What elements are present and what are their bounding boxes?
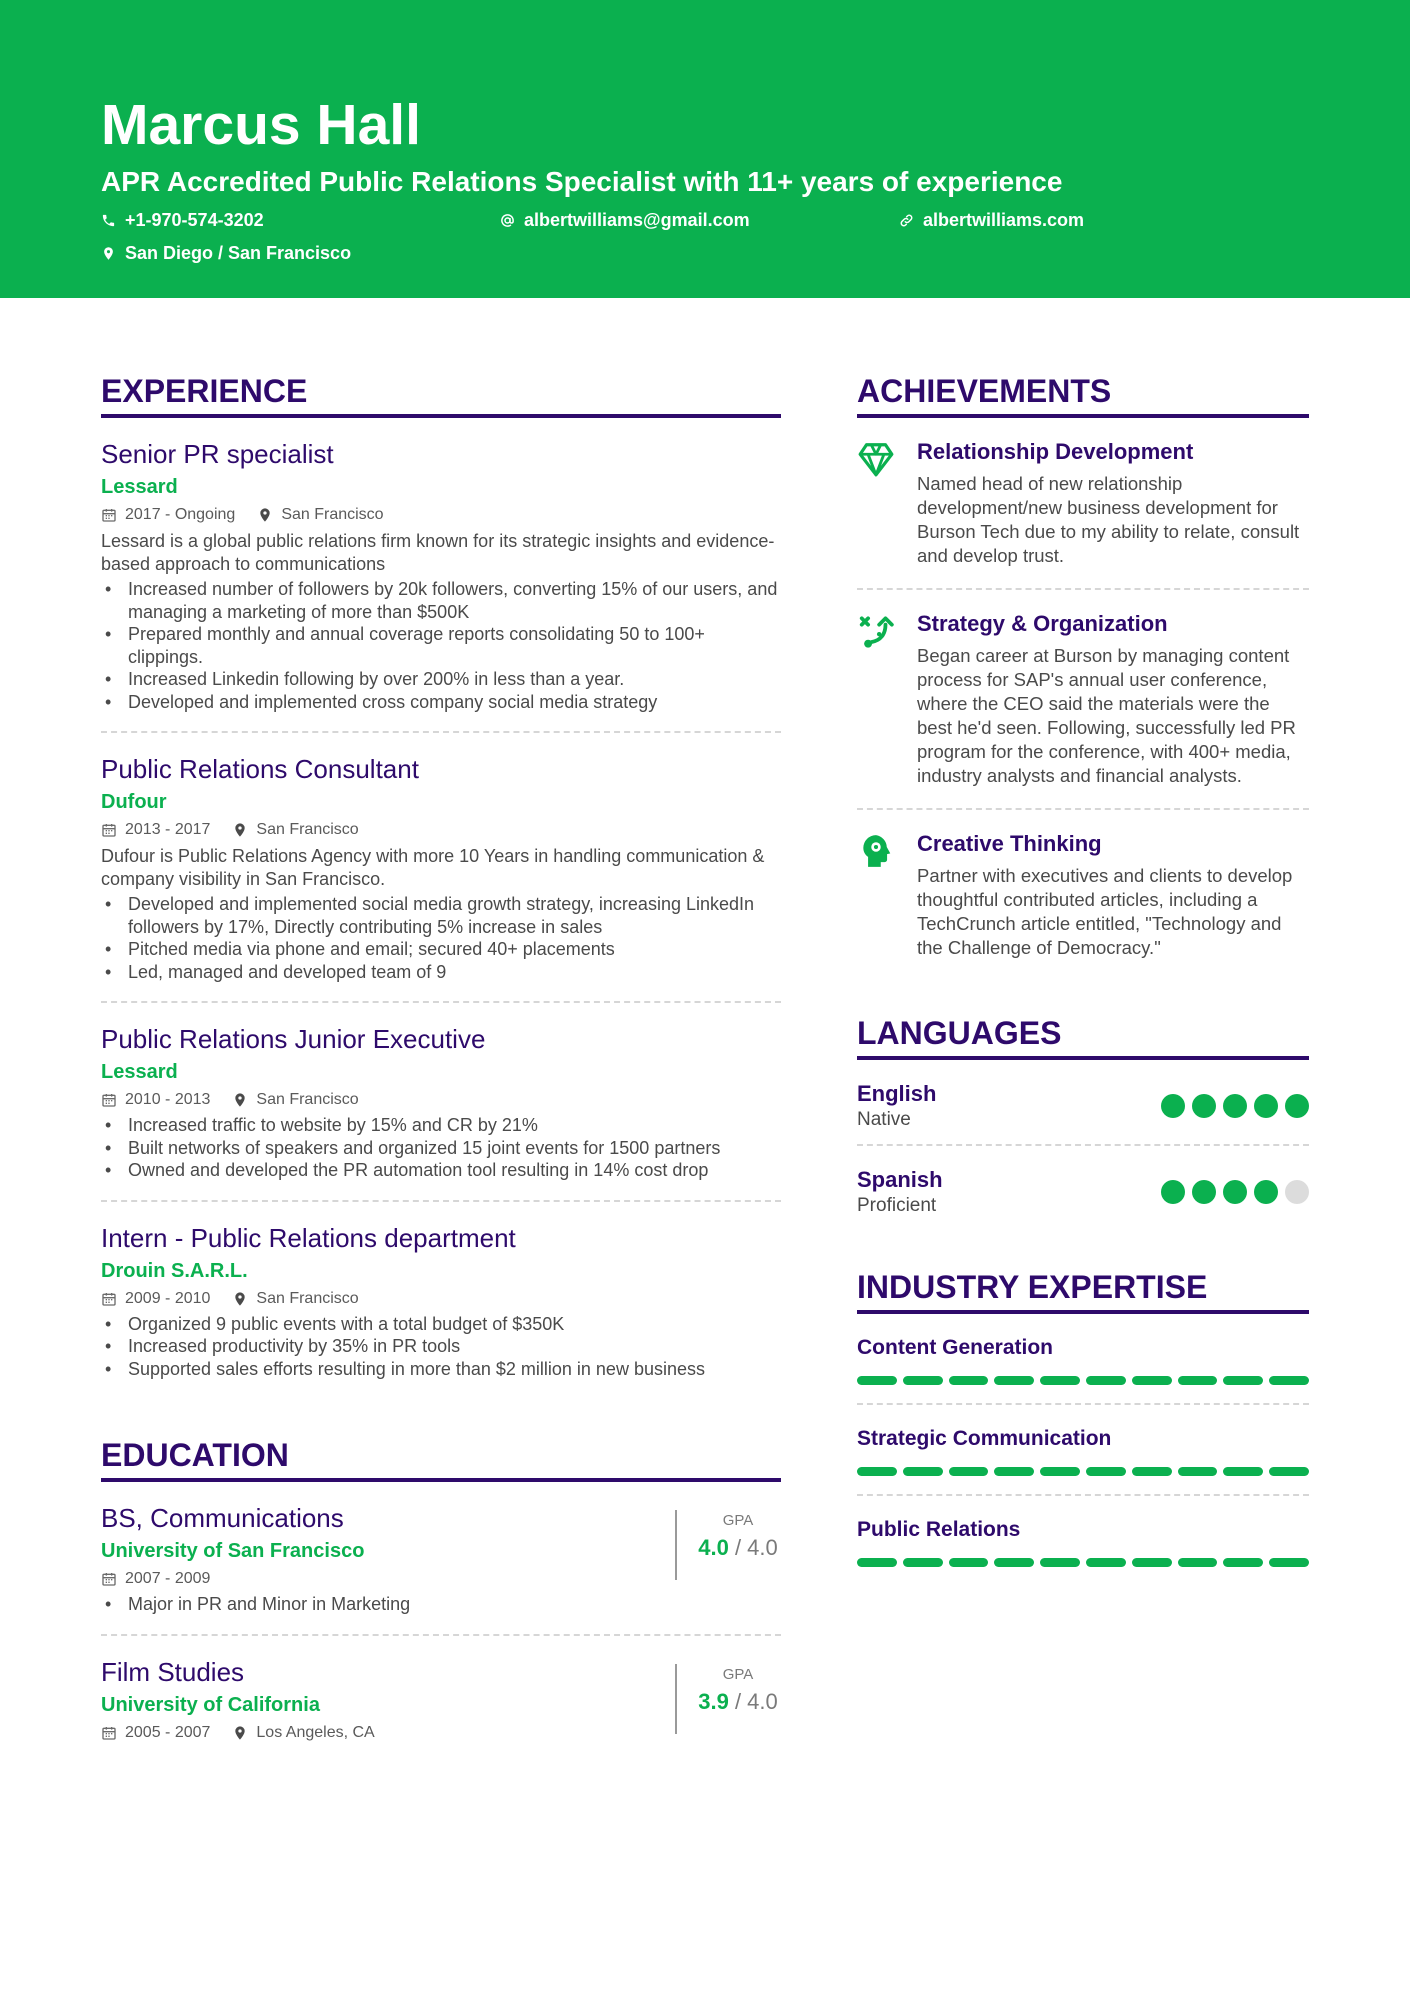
education-details [101,1656,675,1744]
language-level: Native [857,1109,911,1130]
map-pin-icon [257,507,273,523]
school-name: University of San Francisco [101,1540,365,1562]
bullet-item: • Organized 9 public events with a total budget of $350K [101,1313,781,1336]
level-segment [949,1376,989,1385]
level-segment [903,1467,943,1476]
language-item [857,1146,1309,1230]
calendar-icon [101,507,117,523]
website-contact[interactable] [899,210,1084,231]
level-segment [1040,1558,1080,1567]
calendar-icon [101,1725,117,1741]
level-segment [1223,1467,1263,1476]
map-pin-icon [232,822,248,838]
achievement-bullets [101,578,781,713]
rating-dot-filled [1223,1180,1247,1204]
gpa-box [675,1510,781,1580]
location-text: San Francisco [281,506,384,523]
level-segment [1086,1376,1126,1385]
level-segment [1178,1467,1218,1476]
strategy-icon [857,612,895,650]
level-segment [857,1467,897,1476]
achievement-body [917,830,1309,960]
location [232,1089,358,1111]
degree-title: BS, Communications [101,1503,344,1533]
proficiency-rating [1161,1094,1309,1118]
gpa-label: GPA [722,1512,754,1529]
rating-dot-empty [1285,1180,1309,1204]
achievement-icon-wrap [857,830,917,960]
language-name: English [857,1081,937,1106]
level-segment [857,1558,897,1567]
date-text: 2017 - Ongoing [125,506,236,523]
date-text: 2010 - 2013 [125,1091,211,1108]
level-segment [857,1376,897,1385]
expertise-item [857,1314,1309,1405]
calendar-icon [101,822,117,838]
rating-dot-filled [1223,1094,1247,1118]
meta-row [101,819,781,841]
date-text: 2013 - 2017 [125,821,211,838]
education-bullets [101,1593,675,1616]
level-segment [949,1467,989,1476]
map-pin-icon [232,1291,248,1307]
location-text: San Francisco [256,1091,359,1108]
experience-entry [101,1003,781,1202]
achievement-title: Creative Thinking [917,831,1102,856]
rating-dot-filled [1161,1180,1185,1204]
education-entry [101,1482,781,1636]
date-text: 2007 - 2009 [125,1570,211,1587]
level-segment [903,1558,943,1567]
company-description: Lessard is a global public relations firm known for its strategic insights and evidence-based approach to communications [101,531,775,574]
achievement-title: Strategy & Organization [917,611,1168,636]
gpa-label: GPA [722,1665,754,1683]
education-heading: EDUCATION [101,1436,781,1482]
expertise-level-bar [857,1558,1309,1567]
phone-contact[interactable] [101,210,264,231]
education-entry [101,1636,781,1762]
rating-dot-filled [1192,1180,1216,1204]
bullet-item: • Led, managed and developed team of 9 [101,961,781,984]
location [257,504,383,526]
at-icon [500,213,515,228]
expertise-item [857,1496,1309,1585]
bullet-item: • Increased traffic to website by 15% and CR by 21% [101,1114,781,1137]
location [232,819,358,841]
phone-icon [101,213,116,228]
calendar-icon [101,1571,117,1587]
gpa-score: 4.0 [698,1535,729,1560]
achievement-description: Partner with executives and clients to develop thoughtful contributed articles, including a TechCrunch article entitled, "Technology and the Challenge of Democracy." [917,865,1293,958]
achievement-description: Began career at Burson by managing content process for SAP's annual user conference, where the CEO said the materials were the best he'd seen. Following, successfully led PR program for the conference, with 400+ media, industry analysts and financial analysts. [917,645,1296,786]
achievement-body [917,610,1309,788]
job-title: Public Relations Junior Executive [101,1024,486,1054]
level-segment [994,1376,1034,1385]
school-name: University of California [101,1693,320,1716]
email-contact[interactable] [500,210,750,231]
date-range [101,1288,210,1310]
achievement-description: Named head of new relationship development/new business development for Burson Tech due to my ability to relate, consult and develop trust. [917,473,1300,566]
company-name: Lessard [101,476,178,498]
bullet-item: • Major in PR and Minor in Marketing [101,1593,675,1616]
location-text: San Francisco [256,821,359,838]
expertise-item [857,1405,1309,1496]
map-pin-icon [232,1092,248,1108]
level-segment [903,1376,943,1385]
language-item [857,1060,1309,1146]
education-list [101,1482,781,1762]
level-segment [949,1558,989,1567]
level-segment [1132,1467,1172,1476]
achievements-heading: ACHIEVEMENTS [857,372,1309,418]
job-title: Intern - Public Relations department [101,1222,516,1253]
job-title: Senior PR specialist [101,439,334,469]
expertise-name: Public Relations [857,1518,1021,1541]
expertise-name: Strategic Communication [857,1427,1112,1450]
left-column [101,372,781,1762]
head-gear-icon [857,832,895,870]
level-segment [1086,1558,1126,1567]
achievement-bullets [101,1114,781,1182]
proficiency-rating [1161,1180,1309,1204]
level-segment [1132,1558,1172,1567]
location-text: Los Angeles, CA [256,1723,375,1741]
calendar-icon [101,1092,117,1108]
calendar-icon [101,1291,117,1307]
bullet-item: • Built networks of speakers and organized 15 joint events for 1500 partners [101,1137,781,1160]
achievement-bullets [101,893,781,983]
level-segment [1178,1376,1218,1385]
bullet-item: • Developed and implemented social media growth strategy, increasing LinkedIn followers by 17%, Directly contributing 5% increase in sales [101,893,781,938]
level-segment [1132,1376,1172,1385]
achievement-body [917,438,1309,568]
experience-list [101,418,781,1398]
location-contact [101,243,351,264]
achievement-item [857,418,1309,590]
phone-text: +1-970-574-3202 [125,210,264,230]
level-segment [1269,1376,1309,1385]
experience-heading: EXPERIENCE [101,372,781,418]
date-text: 2005 - 2007 [125,1723,211,1741]
date-range [101,504,235,526]
job-title: Public Relations Consultant [101,754,419,784]
map-pin-icon [232,1725,248,1741]
meta-row [101,504,781,526]
achievement-list [857,418,1309,980]
website-text: albertwilliams.com [923,210,1085,230]
achievement-bullets [101,1313,781,1381]
gpa-box [675,1664,781,1734]
expertise-list [857,1314,1309,1585]
level-segment [1269,1558,1309,1567]
gpa-value [695,1689,781,1715]
location [232,1722,374,1744]
level-segment [1223,1558,1263,1567]
company-name: Drouin S.A.R.L. [101,1259,248,1282]
level-segment [1040,1376,1080,1385]
meta-row [101,1089,781,1111]
location [232,1288,358,1310]
rating-dot-filled [1161,1094,1185,1118]
level-segment [1178,1558,1218,1567]
language-name: Spanish [857,1167,943,1192]
languages-heading: LANGUAGES [857,1014,1309,1060]
rating-dot-filled [1254,1094,1278,1118]
candidate-name: Marcus Hall [101,93,421,157]
level-segment [1086,1467,1126,1476]
email-text: albertwilliams@gmail.com [524,210,750,230]
company-name: Lessard [101,1061,178,1083]
company-description: Dufour is Public Relations Agency with more 10 Years in handling communication & company visibility in San Francisco. [101,846,765,889]
language-list [857,1060,1309,1230]
expertise-level-bar [857,1467,1309,1476]
achievement-icon-wrap [857,610,917,788]
education-details [101,1502,675,1616]
level-segment [994,1467,1034,1476]
company-name: Dufour [101,791,167,813]
achievement-icon-wrap [857,438,917,568]
gpa-value [695,1535,781,1561]
level-segment [1040,1467,1080,1476]
degree-title: Film Studies [101,1656,245,1687]
header [0,0,1410,298]
right-column [857,372,1309,1585]
location-text: San Diego / San Francisco [125,243,352,263]
bullet-item: • Pitched media via phone and email; secured 40+ placements [101,938,781,961]
meta-row [101,1568,675,1590]
bullet-item: • Increased productivity by 35% in PR tools [101,1335,781,1358]
expertise-level-bar [857,1376,1309,1385]
level-segment [1269,1467,1309,1476]
expertise-name: Content Generation [857,1336,1054,1359]
expertise-heading: INDUSTRY EXPERTISE [857,1268,1309,1314]
language-text [857,1166,943,1218]
bullet-item: • Increased Linkedin following by over 200% in less than a year. [101,668,781,691]
link-icon [899,213,914,228]
bullet-item: • Owned and developed the PR automation tool resulting in 14% cost drop [101,1159,781,1182]
experience-entry [101,418,781,733]
meta-row [101,1722,675,1744]
meta-row [101,1288,781,1310]
bullet-item: • Increased number of followers by 20k followers, converting 15% of our users, and managing a marketing of more than $500K [101,578,781,623]
location-text: San Francisco [256,1289,359,1307]
date-range [101,1089,210,1111]
level-segment [994,1558,1034,1567]
map-pin-icon [101,246,116,261]
level-segment [1223,1376,1263,1385]
language-text [857,1080,936,1132]
gpa-score: 3.9 [698,1688,729,1714]
candidate-title: APR Accredited Public Relations Specialist with 11+ years of experience [101,166,1063,197]
bullet-item: • Developed and implemented cross company social media strategy [101,691,781,714]
gpa-max: / 4.0 [728,1688,778,1714]
rating-dot-filled [1254,1180,1278,1204]
date-text: 2009 - 2010 [125,1289,211,1307]
achievement-item [857,810,1309,980]
diamond-icon [857,440,895,478]
bullet-item: • Prepared monthly and annual coverage reports consolidating 50 to 100+ clippings. [101,623,781,668]
achievement-item [857,590,1309,810]
achievement-title: Relationship Development [917,439,1194,464]
experience-entry [101,733,781,1003]
bullet-item: • Supported sales efforts resulting in more than $2 million in new business [101,1358,781,1381]
rating-dot-filled [1192,1094,1216,1118]
date-range [101,1722,210,1744]
date-range [101,1568,210,1590]
experience-entry [101,1202,781,1399]
gpa-max: / 4.0 [728,1535,778,1560]
date-range [101,819,210,841]
rating-dot-filled [1285,1094,1309,1118]
language-level: Proficient [857,1195,937,1216]
